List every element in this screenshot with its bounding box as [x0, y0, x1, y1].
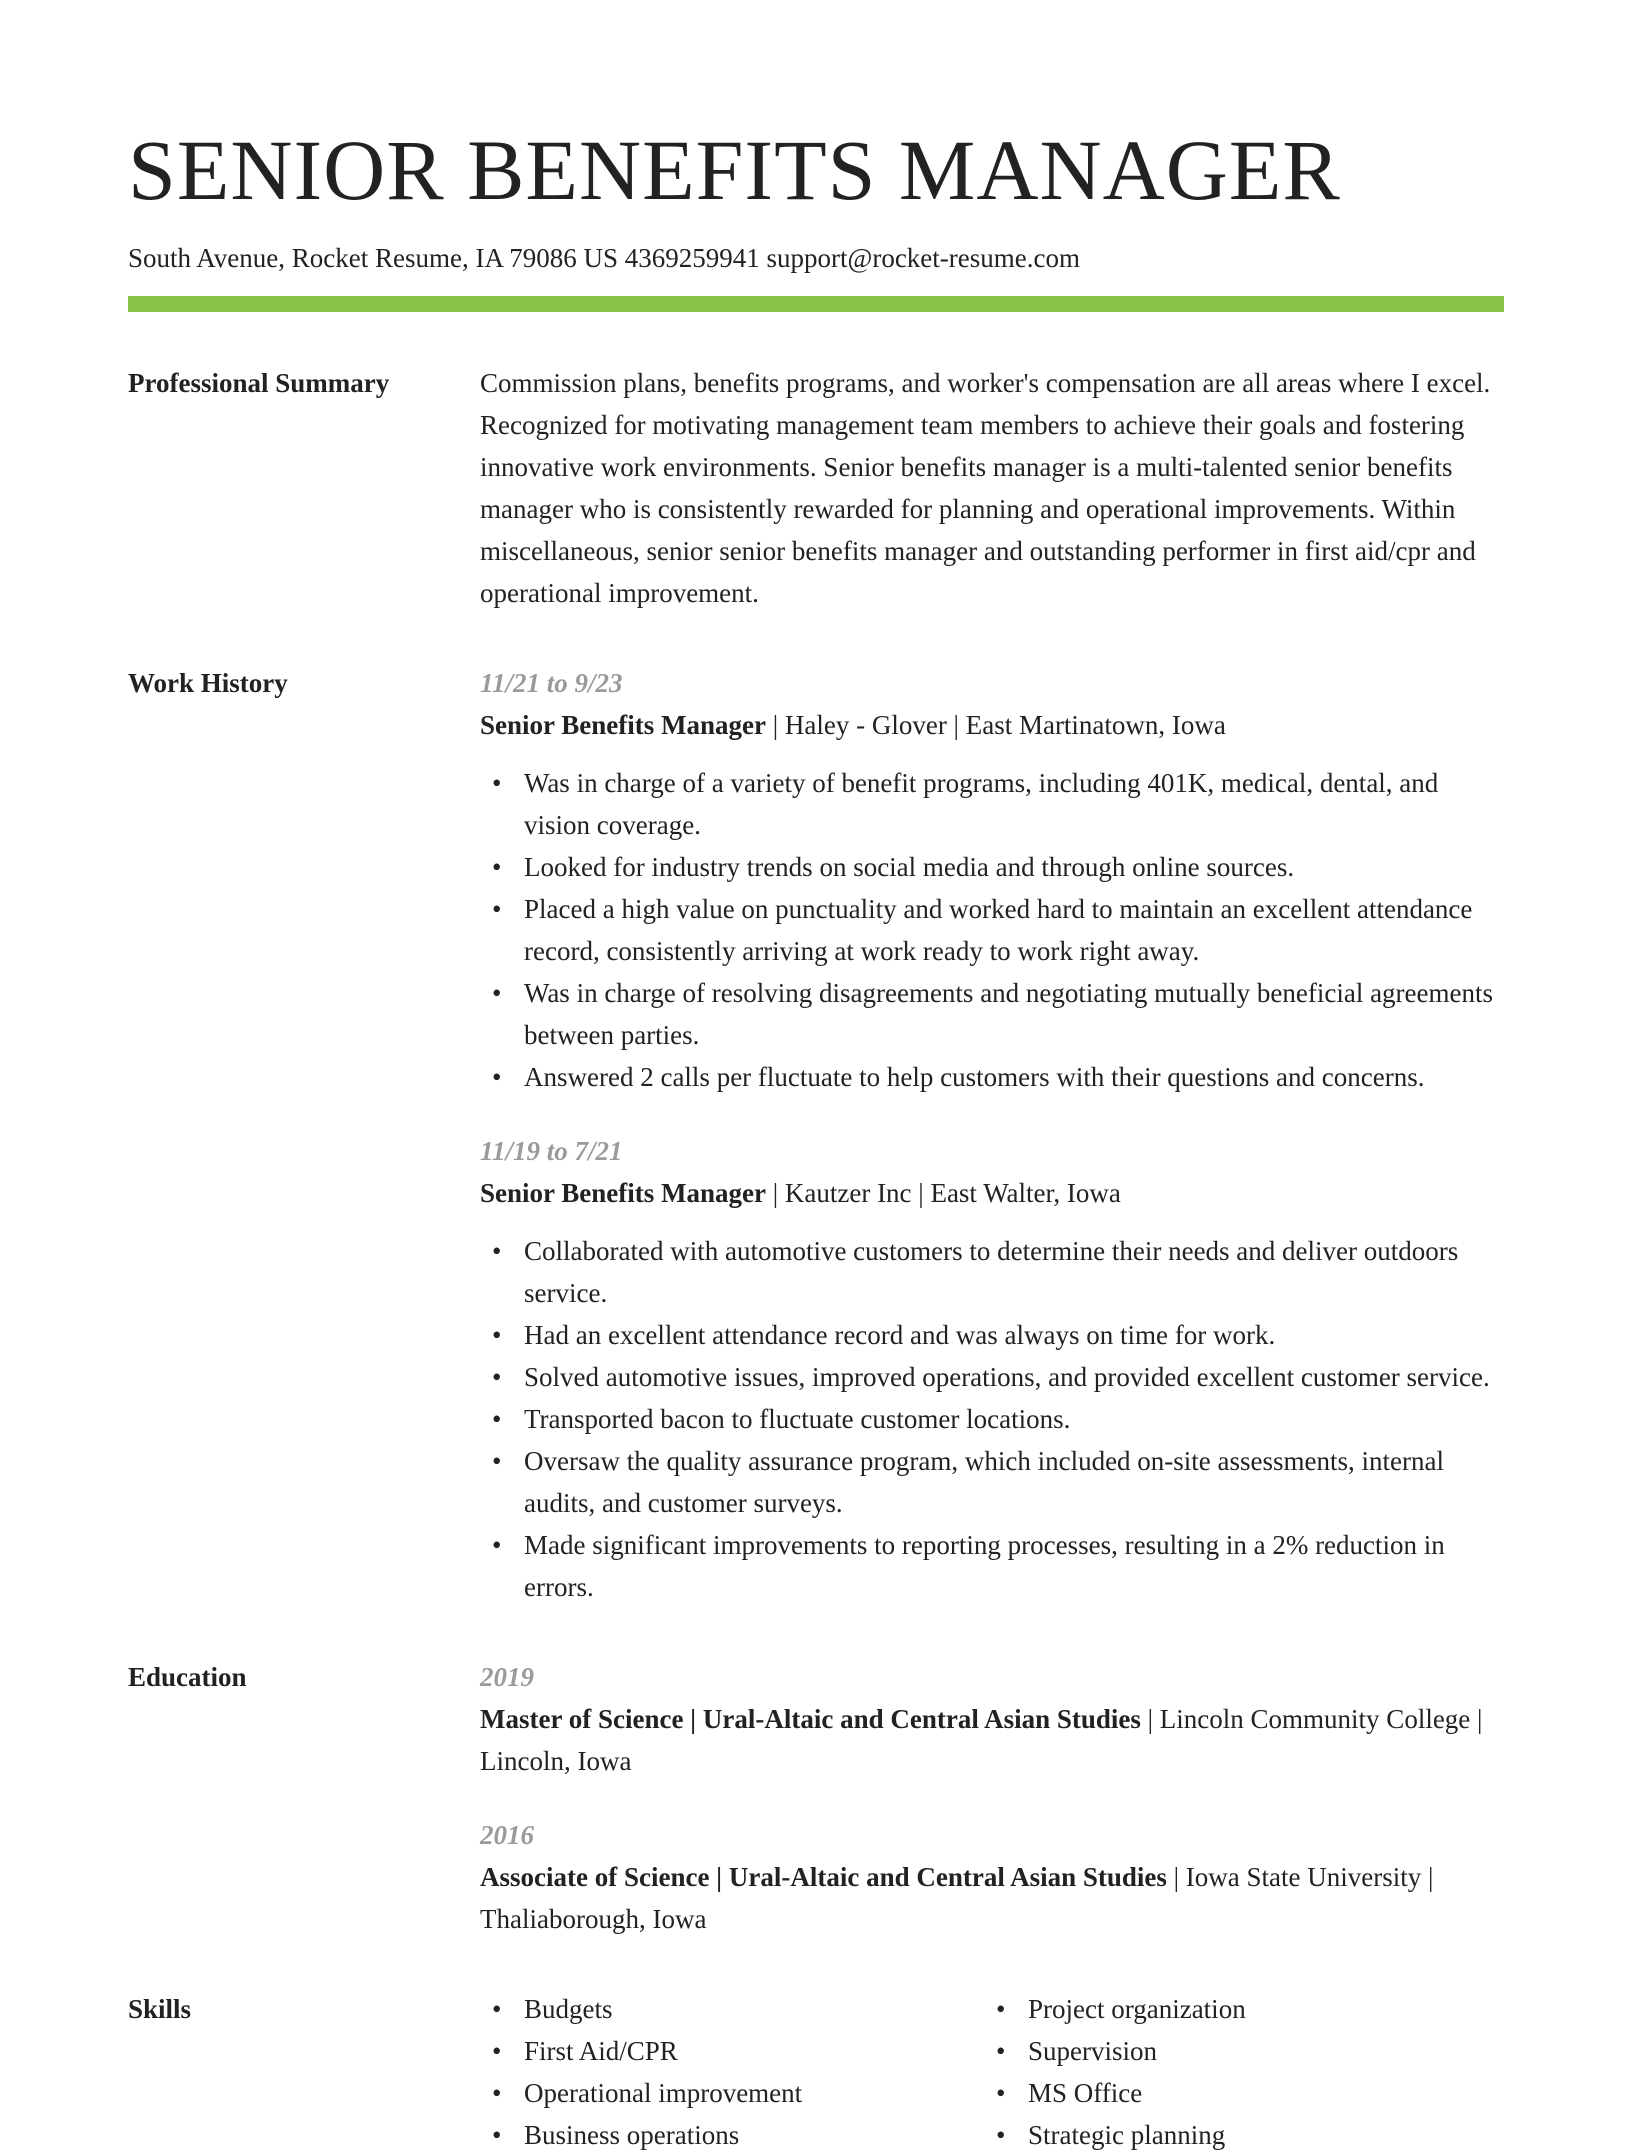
list-item: • Transported bacon to fluctuate customer locations. — [524, 1398, 1504, 1440]
skill-item: • Business operations — [524, 2114, 984, 2156]
skills-column-left — [480, 1988, 984, 2156]
job-title-line — [480, 1172, 1504, 1214]
candidate-name: SENIOR BENEFITS MANAGER — [128, 122, 1341, 218]
education-heading: Education — [128, 1662, 247, 1692]
education-year: 2016 — [480, 1820, 534, 1850]
job-role: Senior Benefits Manager — [480, 1178, 766, 1208]
job-title-line — [480, 704, 1504, 746]
education-line — [480, 1856, 1504, 1940]
accent-divider — [128, 296, 1504, 312]
work-history-heading: Work History — [128, 668, 288, 698]
education-degree: Associate of Science | Ural-Altaic and Central Asian Studies — [480, 1862, 1167, 1892]
skills-heading: Skills — [128, 1994, 192, 2024]
education-section — [128, 1656, 1504, 1940]
skill-item: • MS Office — [1028, 2072, 1488, 2114]
list-item: • Answered 2 calls per fluctuate to help customers with their questions and concerns. — [524, 1056, 1504, 1098]
list-item: • Solved automotive issues, improved operations, and provided excellent customer service. — [524, 1356, 1504, 1398]
education-year: 2019 — [480, 1662, 534, 1692]
list-item: • Oversaw the quality assurance program, which included on-site assessments, internal audits, and customer surveys. — [524, 1440, 1504, 1524]
job-details: | Haley - Glover | East Martinatown, Iowa — [765, 710, 1226, 740]
education-details: | Lincoln Community College | Lincoln, Iowa — [480, 1704, 1483, 1776]
resume-page — [128, 120, 1504, 2156]
list-item: • Collaborated with automotive customers to determine their needs and deliver outdoors service. — [524, 1230, 1504, 1314]
skills-column-right — [984, 1988, 1488, 2156]
summary-section — [128, 362, 1504, 614]
list-item: • Had an excellent attendance record and was always on time for work. — [524, 1314, 1504, 1356]
list-item: • Made significant improvements to reporting processes, resulting in a 2% reduction in errors. — [524, 1524, 1504, 1608]
education-details: | Iowa State University | Thaliaborough, Iowa — [480, 1862, 1434, 1934]
education-degree: Master of Science | Ural-Altaic and Central Asian Studies — [480, 1704, 1141, 1734]
skills-section — [128, 1988, 1504, 2156]
education-line — [480, 1698, 1504, 1782]
list-item: • Looked for industry trends on social media and through online sources. — [524, 846, 1504, 888]
job-dates: 11/21 to 9/23 — [480, 668, 623, 698]
skill-item: • Strategic planning — [1028, 2114, 1488, 2156]
job-entry — [480, 1130, 1504, 1608]
job-entry — [480, 662, 1504, 1098]
skill-item: • Project organization — [1028, 1988, 1488, 2030]
summary-heading: Professional Summary — [128, 368, 390, 398]
job-role: Senior Benefits Manager — [480, 710, 766, 740]
list-item: • Placed a high value on punctuality and worked hard to maintain an excellent attendance record, consistently arriving at work ready to work right away. — [524, 888, 1504, 972]
job-details: | Kautzer Inc | East Walter, Iowa — [765, 1178, 1121, 1208]
list-item: • Was in charge of a variety of benefit programs, including 401K, medical, dental, and vision coverage. — [524, 762, 1504, 846]
contact-info: South Avenue, Rocket Resume, IA 79086 US 4369259941 support@rocket-resume.com — [128, 243, 1080, 273]
job-dates: 11/19 to 7/21 — [480, 1136, 623, 1166]
summary-text: Commission plans, benefits programs, and worker's compensation are all areas where I excel. Recognized for motivating management team members to achieve their goals and fostering innovative work environments. Senior benefits manager is a multi-talented senior benefits manager who is consistently rewarded for planning and operational improvements. Within miscellaneous, senior senior benefits manager and outstanding performer in first aid/cpr and operational improvement. — [480, 368, 1491, 608]
job-bullets — [480, 762, 1504, 1098]
job-bullets — [480, 1230, 1504, 1608]
education-entry — [480, 1656, 1504, 1782]
skill-item: • First Aid/CPR — [524, 2030, 984, 2072]
skill-item: • Budgets — [524, 1988, 984, 2030]
skill-item: • Operational improvement — [524, 2072, 984, 2114]
work-history-section — [128, 662, 1504, 1608]
skills-list — [480, 1988, 1504, 2156]
list-item: • Was in charge of resolving disagreements and negotiating mutually beneficial agreements between parties. — [524, 972, 1504, 1056]
education-entry — [480, 1814, 1504, 1940]
skill-item: • Supervision — [1028, 2030, 1488, 2072]
